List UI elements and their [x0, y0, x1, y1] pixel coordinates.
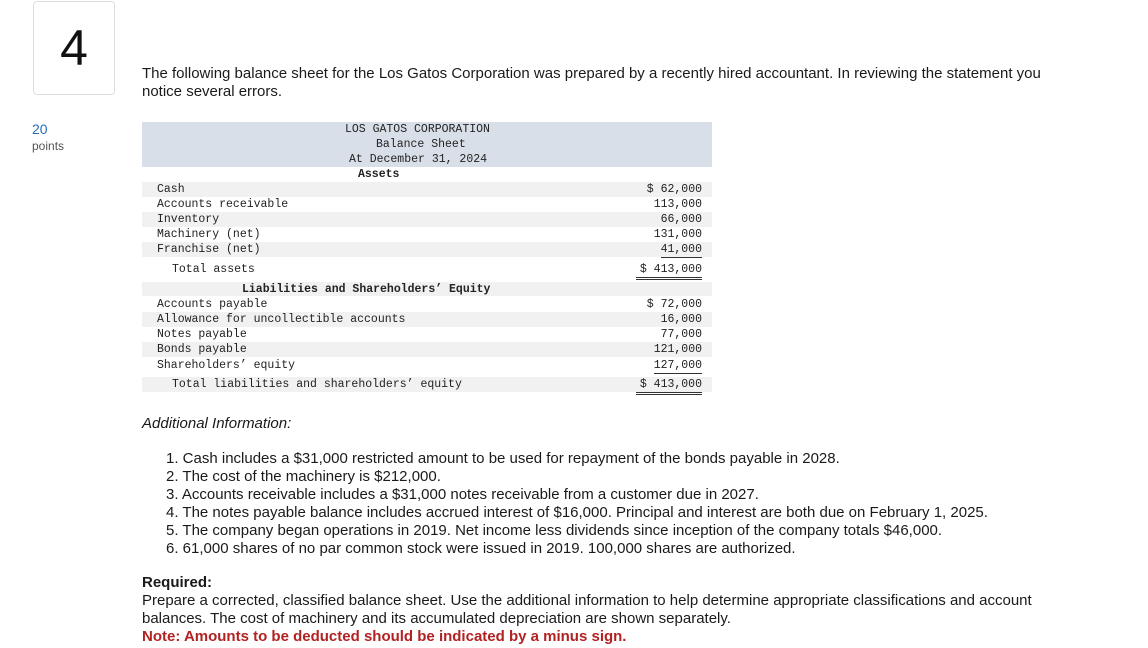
table-row	[142, 342, 712, 357]
table-row	[142, 197, 712, 212]
table-row	[142, 182, 712, 197]
row-label: Total liabilities and shareholders’ equity	[172, 378, 462, 391]
row-label: Inventory	[157, 213, 220, 226]
list-item: 6. 61,000 shares of no par common stock were issued in 2019. 100,000 shares are authorized.	[166, 540, 796, 557]
statement-date: At December 31, 2024	[349, 153, 488, 166]
row-label: Cash	[157, 183, 185, 196]
table-row	[142, 297, 712, 312]
row-label: Accounts payable	[157, 298, 268, 311]
row-amount: $ 413,000	[636, 262, 702, 280]
points-value: 20	[32, 121, 48, 137]
additional-info-heading: Additional Information:	[142, 415, 292, 432]
required-text: Prepare a corrected, classified balance sheet. Use the additional information to help determine appropriate classifications and account balances. The cost of machinery and its accumulated depreciation are shown separately.	[142, 592, 1032, 627]
row-label: Machinery (net)	[157, 228, 261, 241]
row-amount: 131,000	[653, 228, 702, 241]
liabilities-heading-row	[142, 282, 712, 296]
table-row	[142, 242, 712, 257]
points-badge	[32, 121, 64, 153]
row-label: Shareholders’ equity	[157, 359, 296, 372]
intro-text: The following balance sheet for the Los Gatos Corporation was prepared by a recently hired accountant. In reviewing the statement you notice several errors.	[142, 65, 1041, 100]
total-assets-row	[142, 262, 712, 277]
balance-sheet-header	[142, 122, 712, 167]
row-amount: 127,000	[653, 359, 702, 372]
required-section	[142, 574, 1092, 646]
row-amount: 113,000	[653, 198, 702, 211]
row-amount: 66,000	[660, 213, 702, 226]
row-label: Accounts receivable	[157, 198, 289, 211]
row-amount: 16,000	[660, 313, 702, 326]
row-label: Allowance for uncollectible accounts	[157, 313, 406, 326]
row-amount: $ 413,000	[636, 377, 702, 395]
assets-heading: Assets	[358, 168, 400, 181]
table-row	[142, 312, 712, 327]
list-item: 5. The company began operations in 2019. Net income less dividends since inception of the company totals $46,000.	[166, 522, 943, 539]
row-amount: 77,000	[660, 328, 702, 341]
liabilities-heading: Liabilities and Shareholders’ Equity	[242, 283, 491, 296]
row-label: Franchise (net)	[157, 243, 261, 256]
list-item: 4. The notes payable balance includes accrued interest of $16,000. Principal and interest are both due on February 1, 2025.	[166, 504, 988, 521]
list-item: 3. Accounts receivable includes a $31,000 notes receivable from a customer due in 2027.	[166, 486, 759, 503]
table-row	[142, 212, 712, 227]
row-amount: $ 72,000	[646, 298, 702, 311]
question-number: 4	[33, 1, 115, 95]
list-item: 2. The cost of the machinery is $212,000.	[166, 468, 441, 485]
points-label: points	[32, 139, 65, 153]
row-label: Total assets	[172, 263, 255, 276]
statement-title: Balance Sheet	[376, 138, 466, 151]
row-label: Notes payable	[157, 328, 247, 341]
list-item: 1. Cash includes a $31,000 restricted amount to be used for repayment of the bonds payable in 2028.	[166, 450, 840, 467]
table-row	[142, 327, 712, 342]
table-row	[142, 227, 712, 242]
total-liabilities-row	[142, 377, 712, 392]
balance-sheet	[142, 122, 712, 391]
additional-info-list	[166, 450, 988, 558]
table-row	[142, 358, 712, 373]
required-note: Note: Amounts to be deducted should be indicated by a minus sign.	[142, 628, 627, 645]
row-amount: 41,000	[660, 243, 702, 256]
row-amount: 121,000	[653, 343, 702, 356]
required-heading: Required:	[142, 574, 213, 591]
company-name: LOS GATOS CORPORATION	[345, 123, 490, 136]
row-amount: $ 62,000	[646, 183, 702, 196]
row-label: Bonds payable	[157, 343, 247, 356]
